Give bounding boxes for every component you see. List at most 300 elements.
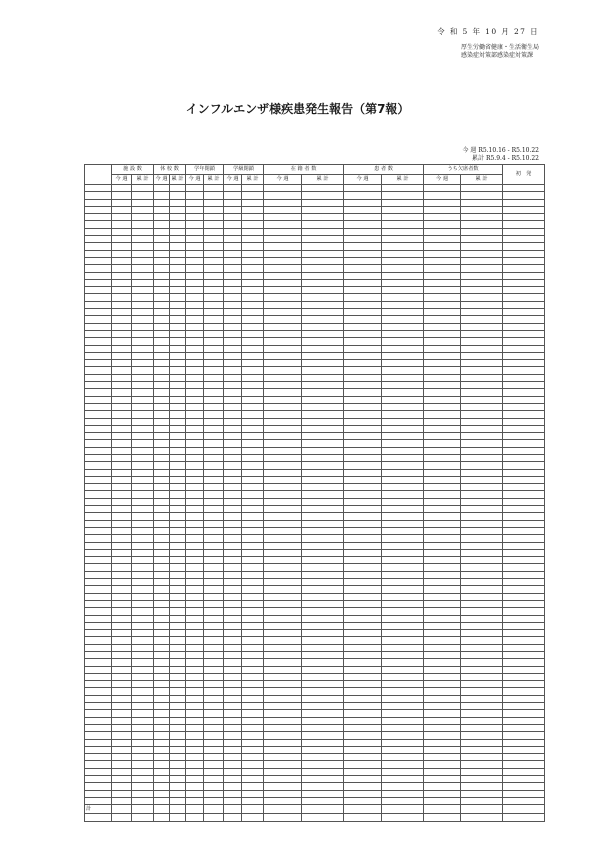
cell-first-date (503, 243, 545, 250)
cell-closures-cum (170, 724, 186, 731)
table-row (85, 739, 545, 746)
cell-enrolled-cum (302, 484, 344, 491)
cell-absent (424, 754, 461, 761)
cell-facilities-cum (132, 549, 154, 556)
cell-absent-cum (461, 257, 503, 264)
cell-grade-cum (204, 185, 224, 192)
cell-facilities (112, 206, 132, 213)
cell-absent-cum (461, 279, 503, 286)
cell-class (224, 746, 242, 753)
header-blank (85, 165, 112, 185)
table-row (85, 637, 545, 644)
cell-patients-cum (382, 192, 424, 199)
cell-enrolled-cum (302, 615, 344, 622)
cell-absent (424, 724, 461, 731)
cell-first-date (503, 797, 545, 804)
table-row (85, 652, 545, 659)
cell-class (224, 447, 242, 454)
cell-enrolled (264, 484, 302, 491)
cell-enrolled (264, 433, 302, 440)
cell-grade (186, 323, 204, 330)
cell-enrolled-cum (302, 557, 344, 564)
header-sufferers: 患 者 数 (344, 165, 424, 175)
cell-patients-cum (382, 345, 424, 352)
cell-closures (154, 630, 170, 637)
cell-absent (424, 506, 461, 513)
cell-grade (186, 257, 204, 264)
cell-class-cum (242, 724, 264, 731)
cell-closures (154, 681, 170, 688)
table-row (85, 228, 545, 235)
cell-enrolled (264, 411, 302, 418)
cell-patients (344, 644, 382, 651)
table-row (85, 192, 545, 199)
cell-enrolled-cum (302, 382, 344, 389)
cell-closures-cum (170, 185, 186, 192)
cell-facilities-cum (132, 243, 154, 250)
cell-class-cum (242, 761, 264, 768)
cell-patients (344, 535, 382, 542)
cell-absent-cum (461, 600, 503, 607)
cell-patients-cum (382, 447, 424, 454)
cell-facilities (112, 535, 132, 542)
cell-absent-cum (461, 491, 503, 498)
cell-patients-cum (382, 776, 424, 783)
cell-patients-cum (382, 703, 424, 710)
cell-enrolled (264, 206, 302, 213)
sub-this-week: 今 週 (154, 175, 170, 185)
cell-patients-cum (382, 739, 424, 746)
cell-facilities-cum (132, 433, 154, 440)
cell-patients-cum (382, 498, 424, 505)
cell-facilities-cum (132, 447, 154, 454)
cell-absent (424, 666, 461, 673)
cell-facilities-cum (132, 768, 154, 775)
cell-facilities-cum (132, 214, 154, 221)
cell-closures (154, 367, 170, 374)
cell-closures-cum (170, 513, 186, 520)
table-row (85, 710, 545, 717)
cell-grade (186, 659, 204, 666)
cell-facilities (112, 557, 132, 564)
cell-patients (344, 316, 382, 323)
cell-absent (424, 644, 461, 651)
cell-facilities-cum (132, 600, 154, 607)
table-row (85, 250, 545, 257)
cell-patients (344, 360, 382, 367)
cell-patients-cum (382, 484, 424, 491)
table-row (85, 549, 545, 556)
cell-facilities (112, 236, 132, 243)
cell-absent (424, 367, 461, 374)
cell-absent (424, 659, 461, 666)
cell-enrolled-cum (302, 732, 344, 739)
cell-class-cum (242, 228, 264, 235)
cell-facilities (112, 221, 132, 228)
cell-facilities-cum (132, 542, 154, 549)
cell-facilities (112, 666, 132, 673)
cell-class (224, 440, 242, 447)
total-row (85, 805, 545, 814)
table-row (85, 615, 545, 622)
prev-row (85, 814, 545, 821)
cell-facilities-cum (132, 389, 154, 396)
cell-facilities-cum (132, 294, 154, 301)
cell-facilities (112, 783, 132, 790)
cell-facilities (112, 520, 132, 527)
row-label (85, 484, 112, 491)
table-row (85, 695, 545, 702)
cell-grade-cum (204, 564, 224, 571)
cell-grade (186, 250, 204, 257)
cell-closures (154, 527, 170, 534)
cell-facilities-cum (132, 403, 154, 410)
cell-facilities (112, 681, 132, 688)
cell-facilities (112, 513, 132, 520)
cell-enrolled-cum (302, 571, 344, 578)
cell-closures (154, 265, 170, 272)
cell-enrolled-cum (302, 608, 344, 615)
cell-grade (186, 360, 204, 367)
cell-first-date (503, 761, 545, 768)
cell-closures-cum (170, 338, 186, 345)
cell-closures-cum (170, 425, 186, 432)
row-label (85, 199, 112, 206)
table-row (85, 586, 545, 593)
cell-class (224, 681, 242, 688)
cell-absent (424, 476, 461, 483)
cell-patients (344, 776, 382, 783)
cell-grade (186, 637, 204, 644)
cell-class (224, 520, 242, 527)
cell-patients (344, 214, 382, 221)
cell-absent (424, 236, 461, 243)
cell-facilities-cum (132, 520, 154, 527)
cell-grade-cum (204, 206, 224, 213)
cell-class (224, 797, 242, 804)
cell-grade-cum (204, 462, 224, 469)
cell-enrolled (264, 294, 302, 301)
cell-grade-cum (204, 272, 224, 279)
sub-cumulative: 累 計 (132, 175, 154, 185)
cell-absent-cum (461, 454, 503, 461)
cell-patients (344, 506, 382, 513)
cell-grade-cum (204, 265, 224, 272)
cell-facilities (112, 564, 132, 571)
cell-first-date (503, 776, 545, 783)
cell-closures-cum (170, 761, 186, 768)
cell-grade-cum (204, 440, 224, 447)
cell-closures (154, 754, 170, 761)
cell-patients-cum (382, 206, 424, 213)
cell-patients-cum (382, 476, 424, 483)
cell-grade-cum (204, 754, 224, 761)
cell-class (224, 418, 242, 425)
cell-enrolled-cum (302, 600, 344, 607)
cell-closures (154, 433, 170, 440)
cell-facilities-cum (132, 338, 154, 345)
cell-class-cum (242, 491, 264, 498)
cell-first-date (503, 717, 545, 724)
cell-enrolled-cum (302, 257, 344, 264)
cell-closures (154, 316, 170, 323)
cell-patients-cum (382, 666, 424, 673)
cell-absent-cum (461, 301, 503, 308)
cell-class (224, 717, 242, 724)
cell-absent (424, 739, 461, 746)
cell-enrolled-cum (302, 294, 344, 301)
cell-absent (424, 761, 461, 768)
cell-first-date (503, 382, 545, 389)
cell-absent (424, 257, 461, 264)
cell-absent (424, 228, 461, 235)
cell-class-cum (242, 374, 264, 381)
cell-closures (154, 783, 170, 790)
cell-grade-cum (204, 338, 224, 345)
cell-class (224, 389, 242, 396)
cell-facilities-cum (132, 374, 154, 381)
cell-facilities (112, 703, 132, 710)
cell-absent (424, 695, 461, 702)
cell-class (224, 309, 242, 316)
cell-class-cum (242, 746, 264, 753)
cell-absent (424, 250, 461, 257)
cell-class-cum (242, 221, 264, 228)
table-row (85, 484, 545, 491)
cell-first-date (503, 360, 545, 367)
periods (463, 147, 540, 163)
cell-enrolled (264, 703, 302, 710)
cell-first-date (503, 542, 545, 549)
cell-absent (424, 243, 461, 250)
cell-facilities (112, 360, 132, 367)
cell-absent-cum (461, 710, 503, 717)
row-label (85, 608, 112, 615)
cell-patients (344, 571, 382, 578)
cell-facilities-cum (132, 535, 154, 542)
cell-grade-cum (204, 330, 224, 337)
cell-class (224, 243, 242, 250)
row-label (85, 600, 112, 607)
cell-class-cum (242, 433, 264, 440)
row-label (85, 316, 112, 323)
cell-closures (154, 805, 170, 814)
cell-facilities (112, 622, 132, 629)
cell-class-cum (242, 695, 264, 702)
cell-class (224, 542, 242, 549)
cell-absent (424, 527, 461, 534)
cell-enrolled (264, 542, 302, 549)
cell-first-date (503, 746, 545, 753)
cell-facilities (112, 367, 132, 374)
cell-patients (344, 732, 382, 739)
cell-enrolled (264, 739, 302, 746)
cell-closures (154, 644, 170, 651)
cell-facilities (112, 491, 132, 498)
cell-grade (186, 557, 204, 564)
cell-absent-cum (461, 797, 503, 804)
row-label (85, 535, 112, 542)
cell-closures-cum (170, 586, 186, 593)
cell-patients (344, 236, 382, 243)
row-label (85, 739, 112, 746)
cell-enrolled (264, 192, 302, 199)
cell-patients-cum (382, 454, 424, 461)
cell-grade (186, 695, 204, 702)
cell-facilities (112, 732, 132, 739)
cell-facilities-cum (132, 615, 154, 622)
cell-first-date (503, 630, 545, 637)
cell-closures (154, 768, 170, 775)
cell-facilities (112, 287, 132, 294)
cell-absent (424, 790, 461, 797)
cell-grade (186, 724, 204, 731)
row-label (85, 440, 112, 447)
cell-facilities-cum (132, 309, 154, 316)
cell-closures (154, 309, 170, 316)
cell-grade-cum (204, 768, 224, 775)
cell-closures-cum (170, 593, 186, 600)
cell-grade-cum (204, 382, 224, 389)
cell-facilities-cum (132, 279, 154, 286)
cell-first-date (503, 469, 545, 476)
cell-closures-cum (170, 535, 186, 542)
cell-grade (186, 214, 204, 221)
cell-class-cum (242, 652, 264, 659)
cell-patients-cum (382, 681, 424, 688)
row-label (85, 214, 112, 221)
cell-closures (154, 382, 170, 389)
cell-class (224, 476, 242, 483)
cell-closures (154, 579, 170, 586)
cell-grade (186, 630, 204, 637)
cell-facilities (112, 199, 132, 206)
cell-absent-cum (461, 768, 503, 775)
cell-facilities-cum (132, 608, 154, 615)
cell-absent-cum (461, 433, 503, 440)
cell-closures-cum (170, 681, 186, 688)
cell-enrolled-cum (302, 688, 344, 695)
cell-absent (424, 462, 461, 469)
cell-first-date (503, 433, 545, 440)
row-label (85, 783, 112, 790)
cell-closures (154, 542, 170, 549)
cell-absent-cum (461, 681, 503, 688)
row-label (85, 323, 112, 330)
cell-closures (154, 571, 170, 578)
cell-facilities-cum (132, 564, 154, 571)
row-label (85, 644, 112, 651)
cell-absent (424, 688, 461, 695)
row-label (85, 360, 112, 367)
cell-absent-cum (461, 659, 503, 666)
cell-closures (154, 484, 170, 491)
cell-grade-cum (204, 520, 224, 527)
row-label (85, 659, 112, 666)
cell-grade-cum (204, 506, 224, 513)
cell-enrolled (264, 814, 302, 821)
cell-closures-cum (170, 287, 186, 294)
cell-facilities-cum (132, 221, 154, 228)
cell-closures (154, 192, 170, 199)
cell-closures (154, 185, 170, 192)
cell-closures (154, 389, 170, 396)
cell-enrolled (264, 469, 302, 476)
cell-grade (186, 418, 204, 425)
cell-enrolled (264, 637, 302, 644)
cell-closures (154, 695, 170, 702)
cell-enrolled (264, 498, 302, 505)
cell-class (224, 768, 242, 775)
cell-absent (424, 746, 461, 753)
cell-class-cum (242, 323, 264, 330)
cell-patients-cum (382, 403, 424, 410)
cell-patients (344, 228, 382, 235)
cell-first-date (503, 185, 545, 192)
cell-enrolled-cum (302, 579, 344, 586)
cell-class-cum (242, 462, 264, 469)
cell-closures (154, 703, 170, 710)
cell-closures-cum (170, 673, 186, 680)
cell-class-cum (242, 814, 264, 821)
cell-first-date (503, 345, 545, 352)
cell-patients-cum (382, 374, 424, 381)
cell-patients (344, 243, 382, 250)
cell-absent-cum (461, 622, 503, 629)
cell-class (224, 374, 242, 381)
outbreak-table (84, 164, 545, 822)
cell-class-cum (242, 630, 264, 637)
row-label (85, 615, 112, 622)
cell-enrolled (264, 330, 302, 337)
cell-class-cum (242, 199, 264, 206)
cell-class (224, 535, 242, 542)
cell-closures-cum (170, 579, 186, 586)
cell-absent (424, 491, 461, 498)
cell-grade-cum (204, 498, 224, 505)
cell-first-date (503, 228, 545, 235)
row-label (85, 447, 112, 454)
row-label (85, 652, 112, 659)
cell-closures (154, 710, 170, 717)
cell-grade (186, 586, 204, 593)
cell-patients (344, 549, 382, 556)
period-this-week: 今 週 R5.10.16 - R5.10.22 (462, 147, 539, 154)
cell-first-date (503, 593, 545, 600)
cell-grade-cum (204, 433, 224, 440)
cell-class (224, 250, 242, 257)
cell-grade (186, 425, 204, 432)
cell-patients-cum (382, 323, 424, 330)
cell-absent-cum (461, 185, 503, 192)
cell-class (224, 549, 242, 556)
cell-grade-cum (204, 790, 224, 797)
cell-absent (424, 185, 461, 192)
cell-patients (344, 338, 382, 345)
row-label (85, 814, 112, 821)
cell-patients-cum (382, 710, 424, 717)
cell-absent-cum (461, 425, 503, 432)
cell-first-date (503, 506, 545, 513)
row-label (85, 549, 112, 556)
cell-grade-cum (204, 454, 224, 461)
cell-closures (154, 454, 170, 461)
cell-grade (186, 484, 204, 491)
cell-grade (186, 579, 204, 586)
cell-absent-cum (461, 323, 503, 330)
row-label (85, 272, 112, 279)
row-label (85, 746, 112, 753)
